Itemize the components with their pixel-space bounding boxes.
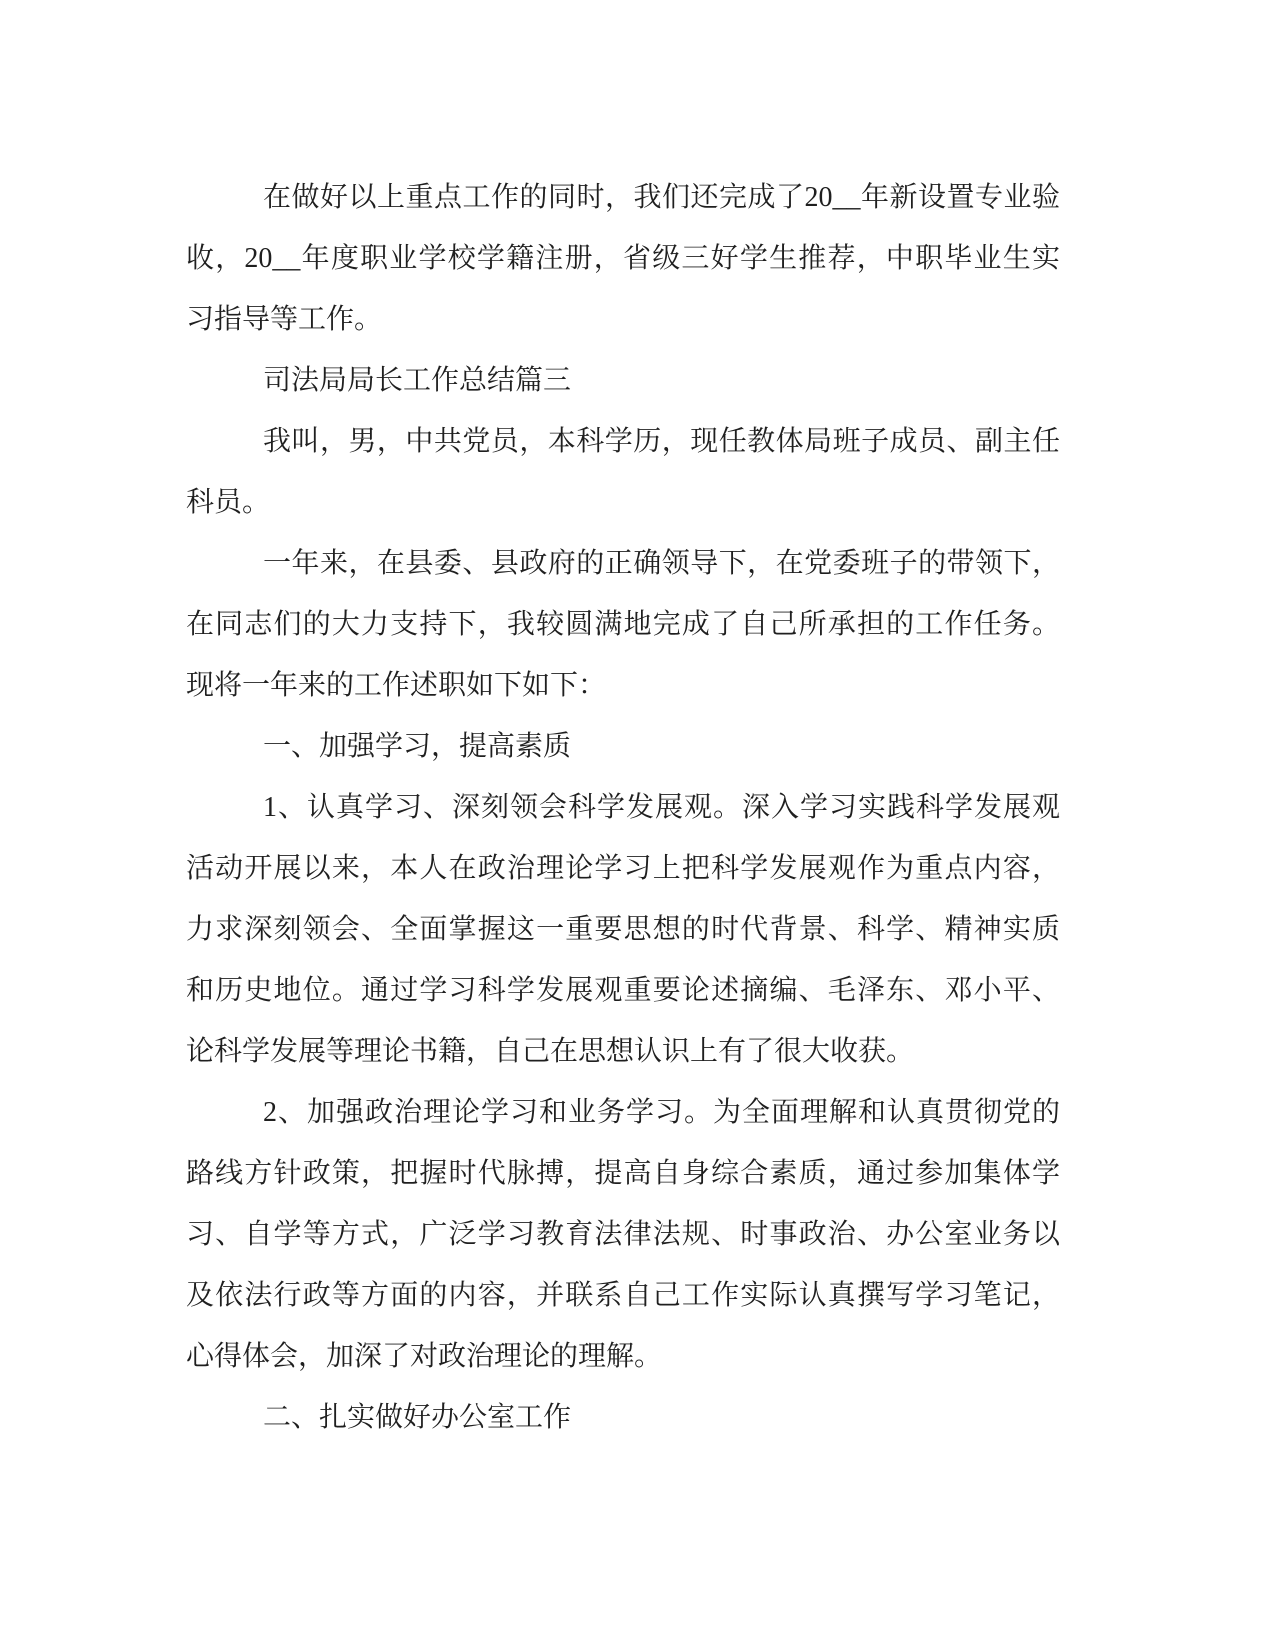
text-line: 二、扎实做好办公室工作 — [263, 1402, 572, 1433]
text-line: 一年来，在县委、县政府的正确领导下，在党委班子的带领下， — [263, 548, 1060, 579]
document-body — [186, 167, 1060, 1448]
text-line: 收，20__年度职业学校学籍注册，省级三好学生推荐，中职毕业生实 — [186, 243, 1060, 274]
text-line: 我叫，男，中共党员，本科学历，现任教体局班子成员、副主任 — [263, 426, 1060, 457]
text-line: 科员。 — [186, 487, 271, 518]
text-line: 论科学发展等理论书籍，自己在思想认识上有了很大收获。 — [186, 1036, 915, 1067]
text-line: 力求深刻领会、全面掌握这一重要思想的时代背景、科学、精神实质 — [186, 914, 1060, 945]
text-line: 和历史地位。通过学习科学发展观重要论述摘编、毛泽东、邓小平、 — [186, 975, 1060, 1006]
text-line: 及依法行政等方面的内容，并联系自己工作实际认真撰写学习笔记， — [186, 1280, 1060, 1311]
paragraph — [186, 167, 1060, 350]
paragraph — [186, 1082, 1060, 1387]
text-line: 在同志们的大力支持下，我较圆满地完成了自己所承担的工作任务。 — [186, 609, 1060, 640]
text-line: 司法局局长工作总结篇三 — [263, 365, 572, 396]
paragraph — [186, 411, 1060, 533]
text-line: 在做好以上重点工作的同时，我们还完成了20__年新设置专业验 — [263, 182, 1060, 213]
text-line: 习指导等工作。 — [186, 304, 383, 335]
text-line: 活动开展以来，本人在政治理论学习上把科学发展观作为重点内容， — [186, 853, 1060, 884]
text-line: 心得体会，加深了对政治理论的理解。 — [186, 1341, 663, 1372]
text-line: 一、加强学习，提高素质 — [263, 731, 572, 762]
paragraph-section-title — [186, 350, 1060, 411]
paragraph — [186, 533, 1060, 716]
text-line: 1、认真学习、深刻领会科学发展观。深入学习实践科学发展观 — [263, 792, 1060, 823]
text-line: 路线方针政策，把握时代脉搏，提高自身综合素质，通过参加集体学 — [186, 1158, 1060, 1189]
paragraph-heading — [186, 1387, 1060, 1448]
paragraph — [186, 777, 1060, 1082]
text-line: 现将一年来的工作述职如下如下： — [186, 670, 607, 701]
text-line: 习、自学等方式，广泛学习教育法律法规、时事政治、办公室业务以 — [186, 1219, 1060, 1250]
text-line: 2、加强政治理论学习和业务学习。为全面理解和认真贯彻党的 — [263, 1097, 1060, 1128]
paragraph-heading — [186, 716, 1060, 777]
